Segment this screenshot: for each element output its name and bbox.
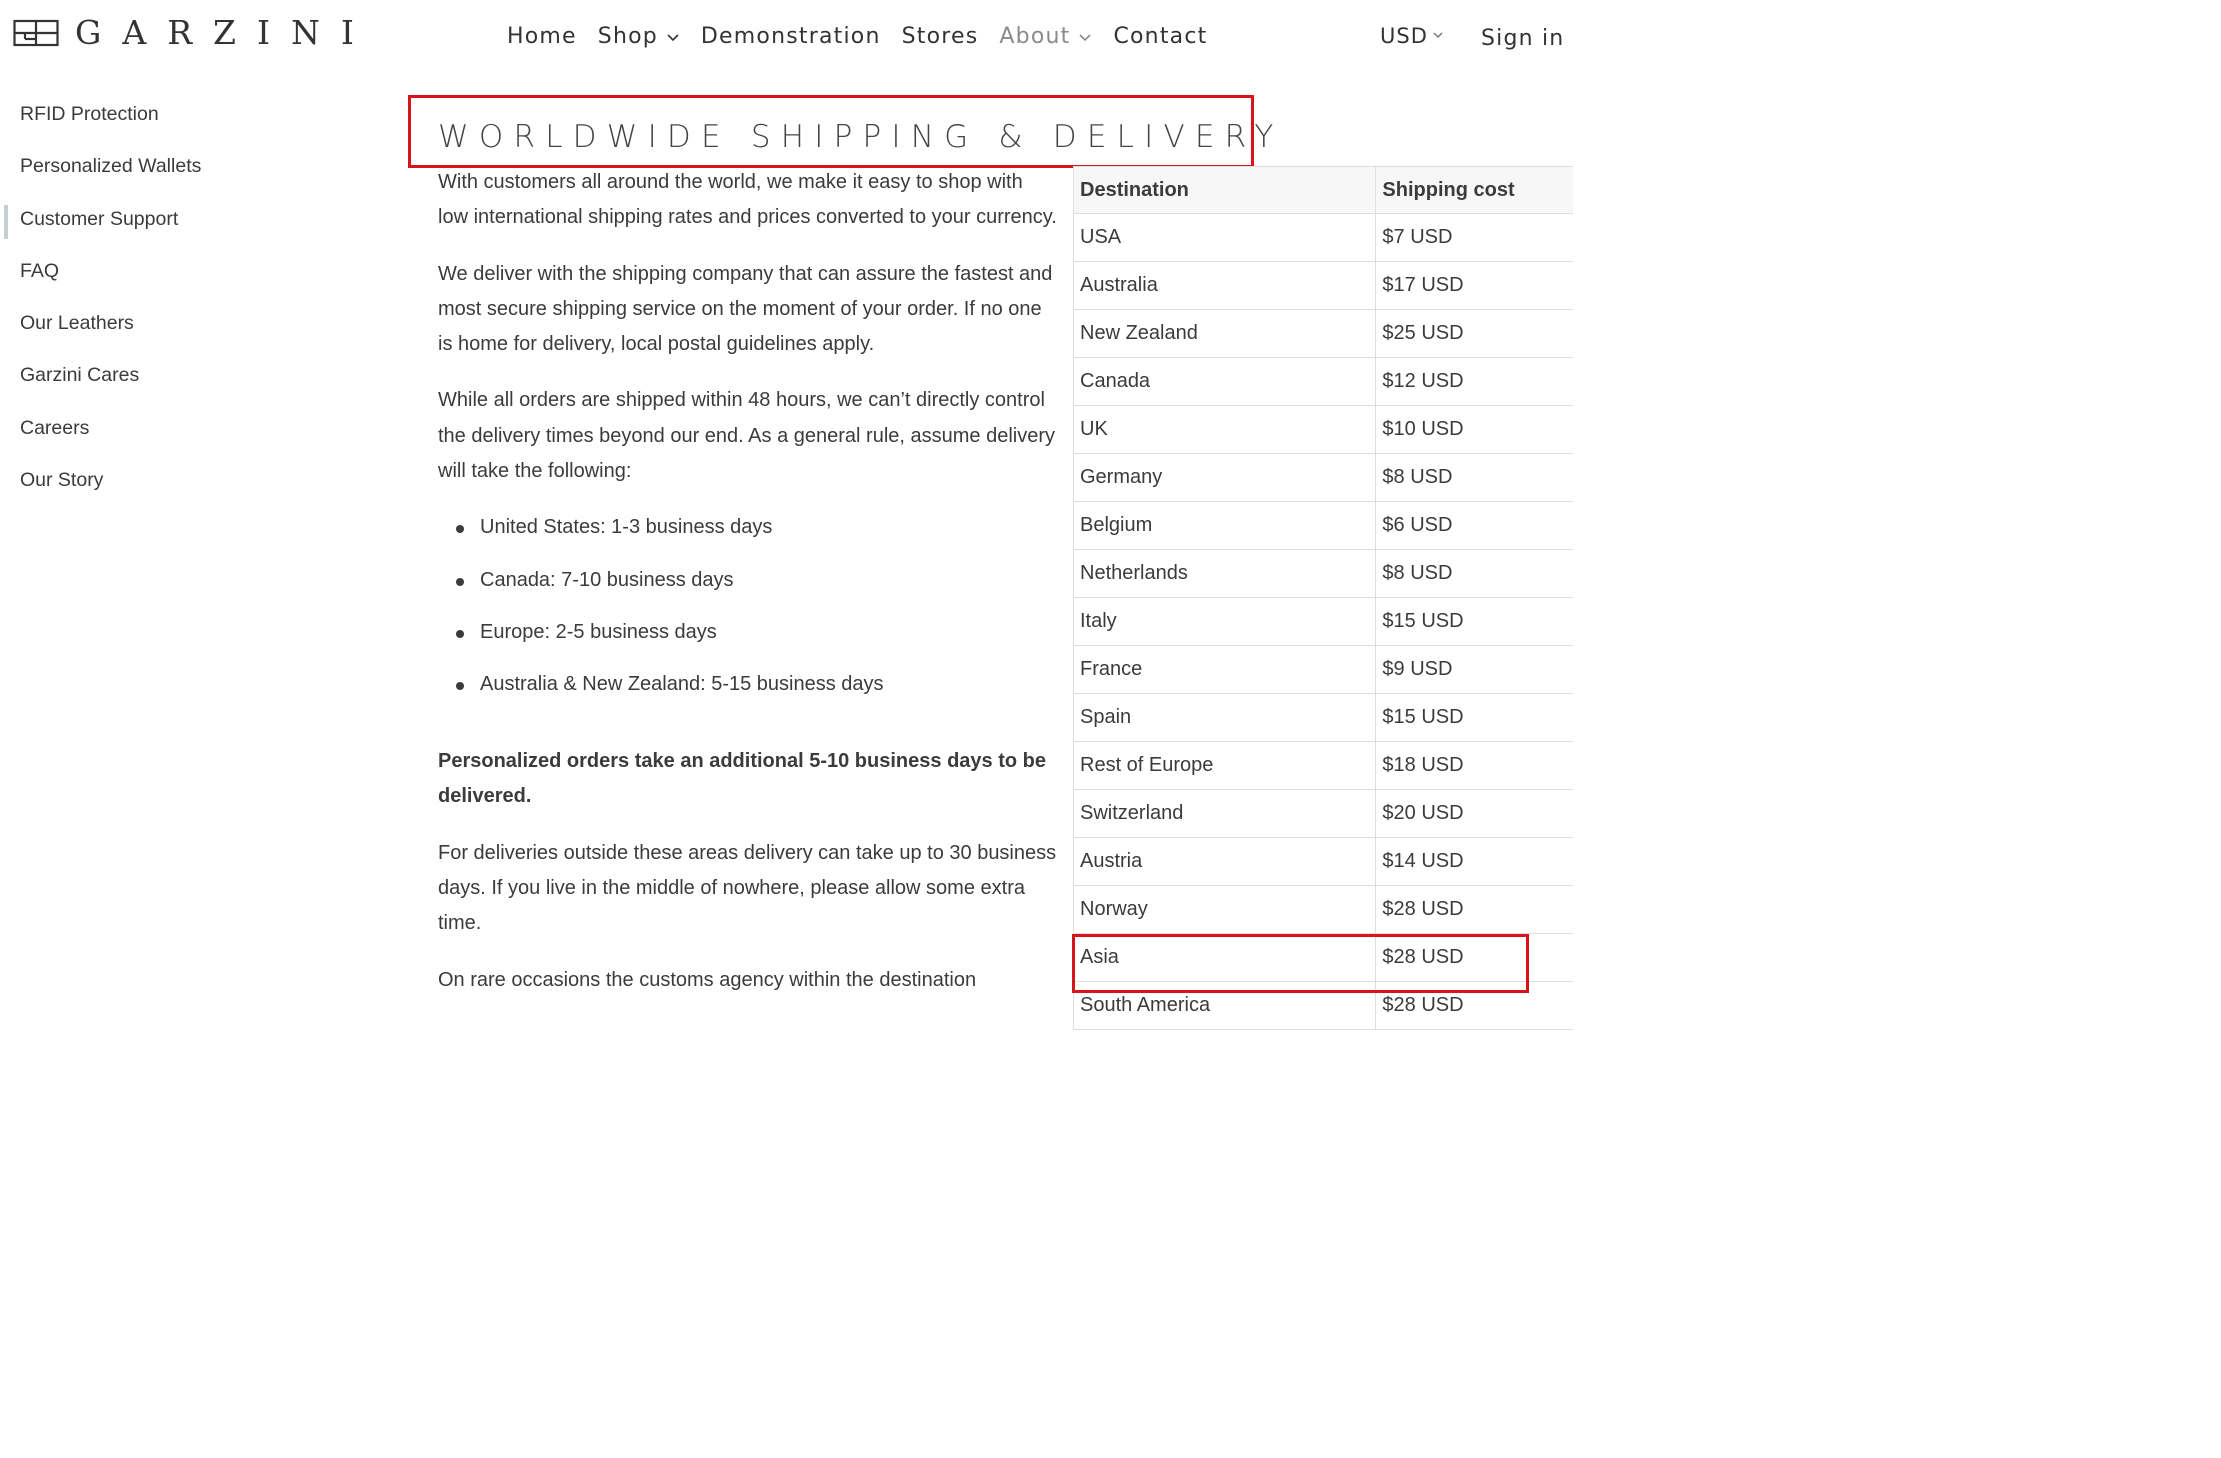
outside-areas-paragraph: For deliveries outside these areas delivery can take up to 30 business days. If you live in the middle of nowhere, please allow some extra time. xyxy=(438,841,1057,935)
cost-cell: $12 USD xyxy=(1382,370,1464,392)
shipping-company-paragraph: We deliver with the shipping company that can assure the fastest and most secure shipping service on the moment of your order. If no one is home for delivery, local postal guidelines apply. xyxy=(438,262,1053,356)
table-row xyxy=(1073,886,1573,934)
table-header-row xyxy=(1073,166,1573,214)
table-row xyxy=(1073,406,1573,454)
destination-cell: Switzerland xyxy=(1074,790,1376,837)
cost-cell: $17 USD xyxy=(1382,274,1464,296)
nav-shop[interactable] xyxy=(598,24,680,49)
table-row xyxy=(1073,502,1573,550)
delivery-times-list xyxy=(438,510,1058,719)
table-row xyxy=(1073,214,1573,262)
destination-cell: Germany xyxy=(1074,454,1376,501)
scrolled-text-fragment xyxy=(438,60,1038,80)
list-item: United States: 1-3 business days xyxy=(438,510,1058,562)
table-row xyxy=(1073,646,1573,694)
nav-demonstration-label: Demonstration xyxy=(700,24,881,49)
destination-cell: Norway xyxy=(1074,886,1376,933)
intro-paragraph: With customers all around the world, we make it easy to shop with low international shipping rates and prices converted to your currency. xyxy=(438,171,1057,229)
nav-contact[interactable] xyxy=(1113,24,1207,49)
table-row xyxy=(1073,262,1573,310)
cost-cell: $10 USD xyxy=(1382,418,1464,440)
table-row xyxy=(1073,358,1573,406)
cost-cell: $15 USD xyxy=(1382,706,1464,728)
customs-paragraph: On rare occasions the customs agency within the destination xyxy=(438,968,977,991)
cost-cell: $18 USD xyxy=(1382,754,1464,776)
cost-cell: $14 USD xyxy=(1382,850,1464,872)
currency-selector[interactable] xyxy=(1380,24,1444,48)
garzini-logo-icon xyxy=(13,19,59,47)
sidebar-item-rfid-protection[interactable]: RFID Protection xyxy=(20,103,159,125)
table-row xyxy=(1073,694,1573,742)
cost-cell: $20 USD xyxy=(1382,802,1464,824)
destination-cell: Italy xyxy=(1074,598,1376,645)
sidebar-item-our-story[interactable]: Our Story xyxy=(20,469,104,492)
shipping-cost-table xyxy=(1073,166,1573,1030)
sidebar-item-careers[interactable]: Careers xyxy=(20,416,90,439)
table-row xyxy=(1073,454,1573,502)
asia-highlight-box xyxy=(1072,934,1529,993)
cost-cell: $8 USD xyxy=(1382,466,1453,488)
table-row xyxy=(1073,598,1573,646)
nav-home[interactable] xyxy=(507,24,577,49)
table-row xyxy=(1073,550,1573,598)
delivery-times-paragraph: While all orders are shipped within 48 hours, we can’t directly control the delivery times beyond our end. As a general rule, assume delivery will take the following: xyxy=(438,389,1056,483)
nav-home-label: Home xyxy=(507,24,577,49)
cost-cell: $15 USD xyxy=(1382,610,1464,632)
page-title: WORLDWIDE SHIPPING & DELIVERY xyxy=(438,119,1284,155)
sidebar-item-our-leathers[interactable]: Our Leathers xyxy=(20,312,134,335)
title-highlight-box xyxy=(408,95,1254,168)
destination-cell: Belgium xyxy=(1074,502,1376,549)
cost-cell: $8 USD xyxy=(1382,562,1453,584)
destination-cell: Spain xyxy=(1074,694,1376,741)
header-shipping-cost: Shipping cost xyxy=(1382,179,1515,201)
destination-cell: Canada xyxy=(1074,358,1376,405)
list-item: Europe: 2-5 business days xyxy=(438,615,1058,667)
destination-cell: UK xyxy=(1074,406,1376,453)
brand-logo[interactable] xyxy=(13,13,375,52)
destination-cell: New Zealand xyxy=(1074,310,1376,357)
sign-in-link[interactable]: Sign in xyxy=(1481,26,1565,51)
cost-cell: $9 USD xyxy=(1382,658,1453,680)
cost-cell: $6 USD xyxy=(1382,514,1453,536)
main-nav xyxy=(507,24,1228,49)
shipping-content xyxy=(438,165,1058,1019)
list-item: Canada: 7-10 business days xyxy=(438,563,1058,615)
cost-cell: $7 USD xyxy=(1382,226,1453,248)
nav-shop-label: Shop xyxy=(597,24,658,49)
nav-contact-label: Contact xyxy=(1113,24,1208,49)
brand-name: GARZINI xyxy=(75,13,375,52)
cost-cell: $28 USD xyxy=(1382,946,1464,968)
table-row xyxy=(1073,310,1573,358)
sidebar xyxy=(0,88,380,506)
cost-cell: $28 USD xyxy=(1382,994,1464,1016)
list-item: Australia & New Zealand: 5-15 business days xyxy=(438,667,1058,719)
nav-stores[interactable] xyxy=(902,24,979,49)
destination-cell: Australia xyxy=(1074,262,1376,309)
personalized-orders-note: Personalized orders take an additional 5-10 business days to be delivered. xyxy=(438,750,1046,808)
chevron-down-icon xyxy=(1432,29,1444,43)
chevron-down-icon xyxy=(666,30,680,44)
destination-cell: Netherlands xyxy=(1074,550,1376,597)
table-row xyxy=(1073,790,1573,838)
header-destination: Destination xyxy=(1074,167,1376,214)
nav-about-label: About xyxy=(999,24,1071,49)
destination-cell: Austria xyxy=(1074,838,1376,885)
sidebar-item-customer-support[interactable]: Customer Support xyxy=(0,193,380,245)
table-row xyxy=(1073,838,1573,886)
currency-label: USD xyxy=(1380,24,1428,48)
cost-cell: $28 USD xyxy=(1382,898,1464,920)
cost-cell: $25 USD xyxy=(1382,322,1464,344)
destination-cell: Rest of Europe xyxy=(1074,742,1376,789)
sidebar-item-garzini-cares[interactable]: Garzini Cares xyxy=(20,364,140,387)
table-body xyxy=(1073,214,1573,1030)
destination-cell: South America xyxy=(1074,982,1376,1029)
destination-cell: France xyxy=(1074,646,1376,693)
sidebar-item-faq[interactable]: FAQ xyxy=(20,259,60,282)
nav-demonstration[interactable] xyxy=(701,24,881,49)
destination-cell: Asia xyxy=(1074,934,1376,981)
nav-about[interactable] xyxy=(999,24,1092,49)
sidebar-item-personalized-wallets[interactable]: Personalized Wallets xyxy=(20,155,202,178)
chevron-down-icon xyxy=(1078,30,1092,44)
table-row xyxy=(1073,742,1573,790)
nav-stores-label: Stores xyxy=(901,24,979,49)
destination-cell: USA xyxy=(1074,214,1376,261)
